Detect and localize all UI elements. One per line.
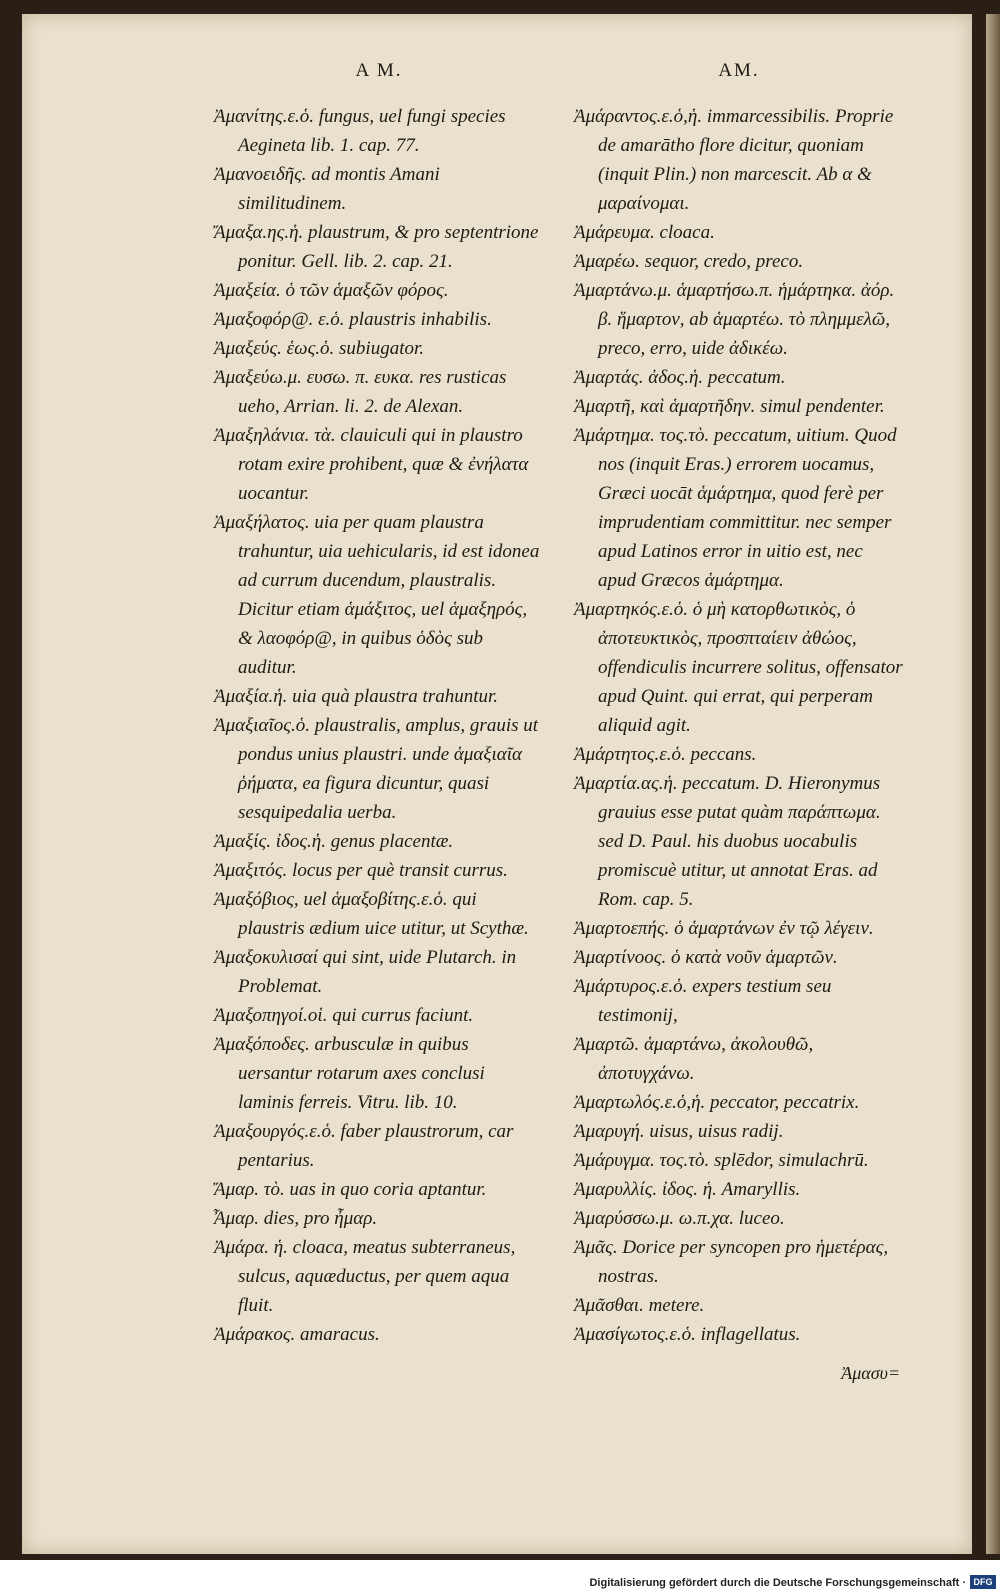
dictionary-entry: Ἀμανίτης.ε.ὁ. fungus, uel fungi species Aegineta lib. 1. cap. 77. <box>214 106 506 156</box>
catchword: Ἀμασυ= <box>841 1363 900 1383</box>
dictionary-entry: Ἀμᾶς. Dorice per syncopen pro ἡμετέρας, nostras. <box>574 1237 889 1287</box>
dictionary-entry: Ἀμαξεύς. ἑως.ὁ. subiugator. <box>214 338 425 359</box>
dictionary-entry: Ἄμαξα.ης.ἡ. plaustrum, & pro septentrione ponitur. Gell. lib. 2. cap. 21. <box>214 222 539 272</box>
dictionary-entry: Ἀμαξιτός. locus per què transit currus. <box>214 860 508 881</box>
dictionary-entry: Ἀμάρτυρος.ε.ὁ. expers testium seu testimonij, <box>574 976 832 1026</box>
right-entry-list <box>574 102 904 1349</box>
dictionary-entry: Ἀμαξηλάνια. τὰ. clauiculi qui in plaustro rotam exire prohibent, quæ & ἐνήλατα uocantur. <box>214 425 529 504</box>
dictionary-entry: Ἀμαξιαῖος.ὁ. plaustralis, amplus, grauis ut pondus unius plaustri. unde ἁμαξιαῖα ῥήματα, ea figura dicuntur, quasi sesquipedalia uerba. <box>214 715 539 823</box>
dictionary-entry: Ἀμαρτία.ας.ἡ. peccatum. D. Hieronymus grauius esse putat quàm παράπτωμα. sed D. Paul. his duobus uocabulis promiscuè utitur, ut annotat Eras. ad Rom. cap. 5. <box>574 773 881 910</box>
dictionary-entry: Ἀμάρακος. amaracus. <box>214 1324 380 1345</box>
dictionary-entry: Ἀμαξοκυλισαί qui sint, uide Plutarch. in Problemat. <box>214 947 517 997</box>
dictionary-entry: Ἀμαρέω. sequor, credo, preco. <box>574 251 804 272</box>
dictionary-entry: Ἀμαξεία. ὁ τῶν ἁμαξῶν φόρος. <box>214 280 449 301</box>
left-column <box>214 60 544 1349</box>
dictionary-entry: Ἀμαρτωλός.ε.ὁ,ἡ. peccator, peccatrix. <box>574 1092 860 1113</box>
dictionary-entry: Ἀμάραντος.ε.ὁ,ἡ. immarcessibilis. Proprie de amarātho flore dicitur, quoniam (inquit Plin.) non marcescit. Ab α & μαραίνομαι. <box>574 106 894 214</box>
dictionary-entry: Ἀμάρτημα. τος.τὸ. peccatum, uitium. Quod nos (inquit Eras.) errorem uocamus, Græci uocāt ἁμάρτημα, quod ferè per imprudentiam committitur. nec semper apud Latinos error in uitio est, nec apud Græcos ἁμάρτημα. <box>574 425 897 591</box>
dictionary-entry: Ἀμάρτητος.ε.ὁ. peccans. <box>574 744 757 765</box>
dictionary-entry: Ἀμαξόποδες. arbusculæ in quibus uersantur rotarum axes conclusi laminis ferreis. Vitru. lib. 10. <box>214 1034 485 1113</box>
left-entry-list <box>214 102 544 1349</box>
dictionary-entry: Ἀμαρυλλίς. ἰδος. ἡ. Amaryllis. <box>574 1179 801 1200</box>
dictionary-entry: Ἀμαρύσσω.μ. ω.π.χα. luceo. <box>574 1208 785 1229</box>
dictionary-entry: Ἀμαρυγή. uisus, uisus radij. <box>574 1121 784 1142</box>
dictionary-entry: Ἀμάρυγμα. τος.τὸ. splēdor, simulachrū. <box>574 1150 869 1171</box>
dictionary-entry: Ἀμαξεύω.μ. ευσω. π. ευκα. res rusticas ueho, Arrian. li. 2. de Alexan. <box>214 367 507 417</box>
dictionary-entry: Ἆμαρ. dies, pro ἦμαρ. <box>214 1208 378 1229</box>
dictionary-entry: Ἀμαξουργός.ε.ὁ. faber plaustrorum, car pentarius. <box>214 1121 514 1171</box>
dictionary-entry: Ἀμαρτάνω.μ. ἁμαρτήσω.π. ἡμάρτηκα. ἀόρ. β. ἥμαρτον, ab ἁμαρτέω. τὸ πλημμελῶ, preco, erro, uide ἀδικέω. <box>574 280 895 359</box>
dictionary-entry: Ἀμαξοπηγοί.οἱ. qui currus faciunt. <box>214 1005 474 1026</box>
dictionary-entry: Ἀμαρτῆ, καὶ ἁμαρτῆδην. simul pendenter. <box>574 396 885 417</box>
dictionary-entry: Ἀμαρτίνοος. ὁ κατὰ νοῦν ἁμαρτῶν. <box>574 947 838 968</box>
dictionary-entry: Ἀμαξία.ἡ. uia quà plaustra trahuntur. <box>214 686 499 707</box>
dictionary-entry: Ἀμάρευμα. cloaca. <box>574 222 715 243</box>
dictionary-entry: Ἀμαξήλατος. uia per quam plaustra trahuntur, uia uehicularis, id est idonea ad currum ducendum, plaustralis. Dicitur etiam ἁμάξιτος, uel ἁμαξηρός, & λαοφόρ@, in quibus ὁδὸς sub auditur. <box>214 512 540 678</box>
footer-credit: Digitalisierung gefördert durch die Deutsche Forschungsgemeinschaft · <box>589 1577 966 1589</box>
dictionary-entry: Ἀμαρτοεπής. ὁ ἁμαρτάνων ἐν τῷ λέγειν. <box>574 918 874 939</box>
dictionary-entry: Ἄμαρ. τὸ. uas in quo coria aptantur. <box>214 1179 487 1200</box>
book-spine <box>986 14 1000 1554</box>
left-running-header: A M. <box>355 60 403 81</box>
dictionary-entry: Ἀμαρτάς. ἀδος.ἡ. peccatum. <box>574 367 786 388</box>
dfg-logo: DFG <box>970 1575 996 1589</box>
dictionary-entry: Ἀμανοειδῆς. ad montis Amani similitudinem. <box>214 164 440 214</box>
dictionary-entry: Ἀμαρτηκός.ε.ὁ. ὁ μὴ κατορθωτικὸς, ὁ ἀποτευκτικὸς, προσπταίειν ἀθώος, offendiculis incurrere solitus, offensator apud Quint. qui errat, qui perperam aliquid agit. <box>574 599 903 736</box>
dictionary-entry: Ἀμαξίς. ἰδος.ἡ. genus placentæ. <box>214 831 454 852</box>
dictionary-entry: Ἀμαξοφόρ@. ε.ὁ. plaustris inhabilis. <box>214 309 492 330</box>
dictionary-entry: Ἀμασίγωτος.ε.ὁ. inflagellatus. <box>574 1324 801 1345</box>
dictionary-entry: Ἀμαρτῶ. ἁμαρτάνω, ἀκολουθῶ, ἀποτυγχάνω. <box>574 1034 814 1084</box>
dictionary-entry: Ἀμᾶσθαι. metere. <box>574 1295 705 1316</box>
right-column <box>574 60 904 1349</box>
dictionary-entry: Ἀμάρα. ἡ. cloaca, meatus subterraneus, sulcus, aquæductus, per quem aqua fluit. <box>214 1237 516 1316</box>
right-running-header: AM. <box>718 60 760 81</box>
dictionary-entry: Ἀμαξόβιος, uel ἁμαξοβίτης.ε.ὁ. qui plaustris ædium uice utitur, ut Scythæ. <box>214 889 529 939</box>
